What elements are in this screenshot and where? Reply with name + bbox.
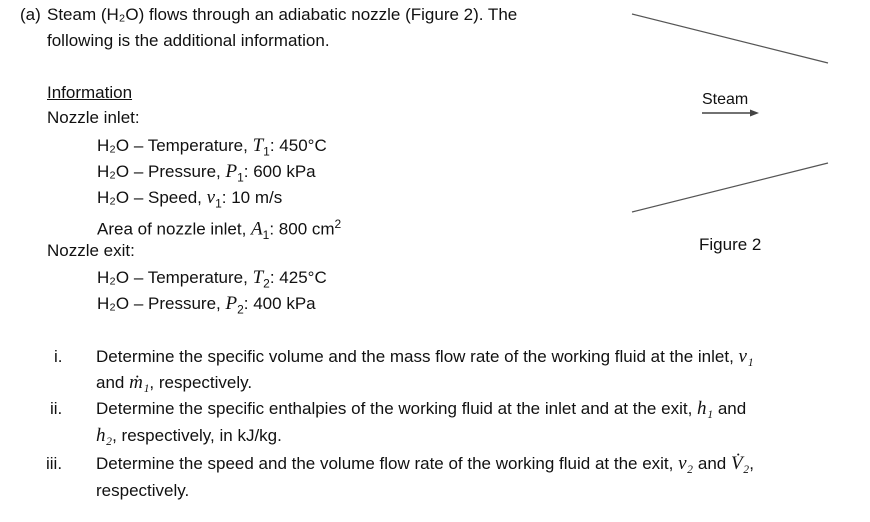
task-2-text-a: Determine the specific enthalpies of the working fluid at the inlet and at the exit, — [96, 399, 698, 418]
task-number-2: ii. — [50, 399, 63, 418]
task-number-1: i. — [54, 347, 63, 366]
inlet-area-symbol: A — [251, 218, 263, 240]
task-3-text-b: and — [693, 454, 731, 473]
exit-temperature-value: : 425°C — [269, 268, 327, 287]
task-3-line-1 — [96, 453, 754, 475]
inlet-pressure-label: H₂O – Pressure, — [97, 162, 221, 181]
flow-arrow-icon — [750, 110, 759, 117]
inlet-area-label: Area of nozzle inlet, — [97, 219, 247, 239]
inlet-pressure-symbol: P — [225, 161, 238, 182]
task-3-text-a: Determine the speed and the volume flow rate of the working fluid at the exit, — [96, 454, 679, 473]
inlet-pressure — [97, 161, 316, 188]
task-1-symbol-1: v₁ — [738, 346, 754, 367]
task-3-text-c: , — [749, 454, 754, 473]
intro-line-1: Steam (H₂O) flows through an adiabatic nozzle (Figure 2). The — [47, 5, 518, 24]
exit-temperature-sub: 2 — [263, 276, 270, 291]
inlet-speed-value: : 10 m/s — [221, 188, 283, 207]
inlet-pressure-value: : 600 kPa — [243, 162, 316, 181]
task-3-symbol-1: v₂ — [678, 453, 694, 474]
exit-pressure-label: H₂O – Pressure, — [97, 294, 221, 313]
task-1-text-a: Determine the specific volume and the mass flow rate of the working fluid at the inlet, — [96, 347, 739, 366]
task-2-line-1 — [96, 398, 746, 420]
inlet-temperature-sub: 1 — [263, 144, 270, 159]
task-2-symbol-2: h₂ — [96, 425, 113, 446]
inlet-speed — [97, 187, 282, 214]
task-2-text-b: and — [713, 399, 747, 418]
inlet-speed-symbol: v — [206, 187, 216, 208]
inlet-area-sup: 2 — [334, 217, 342, 231]
inlet-pressure-sub: 1 — [237, 170, 244, 185]
task-3-symbol-2: V̇₂ — [730, 453, 750, 474]
exit-temperature-label: H₂O – Temperature, — [97, 268, 248, 287]
task-1-line-2 — [96, 372, 252, 394]
part-label: (a) — [20, 5, 41, 24]
inlet-speed-label: H₂O – Speed, — [97, 188, 202, 207]
exit-pressure-value: : 400 kPa — [243, 294, 316, 313]
task-1-text-b: and — [96, 373, 130, 392]
nozzle-upper-wall — [632, 14, 828, 63]
exit-pressure-symbol: P — [225, 293, 238, 314]
inlet-temperature — [97, 135, 327, 162]
task-2-symbol-1: h₁ — [697, 398, 714, 419]
inlet-temperature-value: : 450°C — [269, 136, 327, 155]
inlet-speed-sub: 1 — [215, 196, 222, 211]
exit-pressure-sub: 2 — [237, 302, 244, 317]
exit-heading: Nozzle exit: — [47, 241, 135, 260]
exit-temperature — [97, 267, 327, 294]
inlet-area-value: : 800 cm — [269, 219, 335, 239]
inlet-area-sub: 1 — [262, 228, 270, 243]
task-1-line-1 — [96, 346, 754, 368]
task-1-symbol-2: ṁ₁ — [129, 372, 150, 393]
task-1-text-c: , respectively. — [149, 373, 253, 392]
task-2-text-c: , respectively, in kJ/kg. — [112, 426, 282, 445]
intro-line-2: following is the additional information. — [47, 31, 330, 50]
information-heading: Information — [47, 83, 133, 102]
task-3-line-2: respectively. — [96, 481, 190, 500]
exit-pressure — [97, 293, 316, 320]
task-number-3: iii. — [46, 454, 63, 473]
nozzle-lower-wall — [632, 163, 828, 212]
exit-temperature-symbol: T — [252, 267, 264, 288]
inlet-temperature-label: H₂O – Temperature, — [97, 136, 248, 155]
flow-label: Steam — [702, 91, 749, 108]
inlet-heading: Nozzle inlet: — [47, 108, 140, 127]
inlet-temperature-symbol: T — [252, 135, 264, 156]
figure-caption: Figure 2 — [699, 235, 762, 254]
task-2-line-2 — [96, 425, 282, 447]
